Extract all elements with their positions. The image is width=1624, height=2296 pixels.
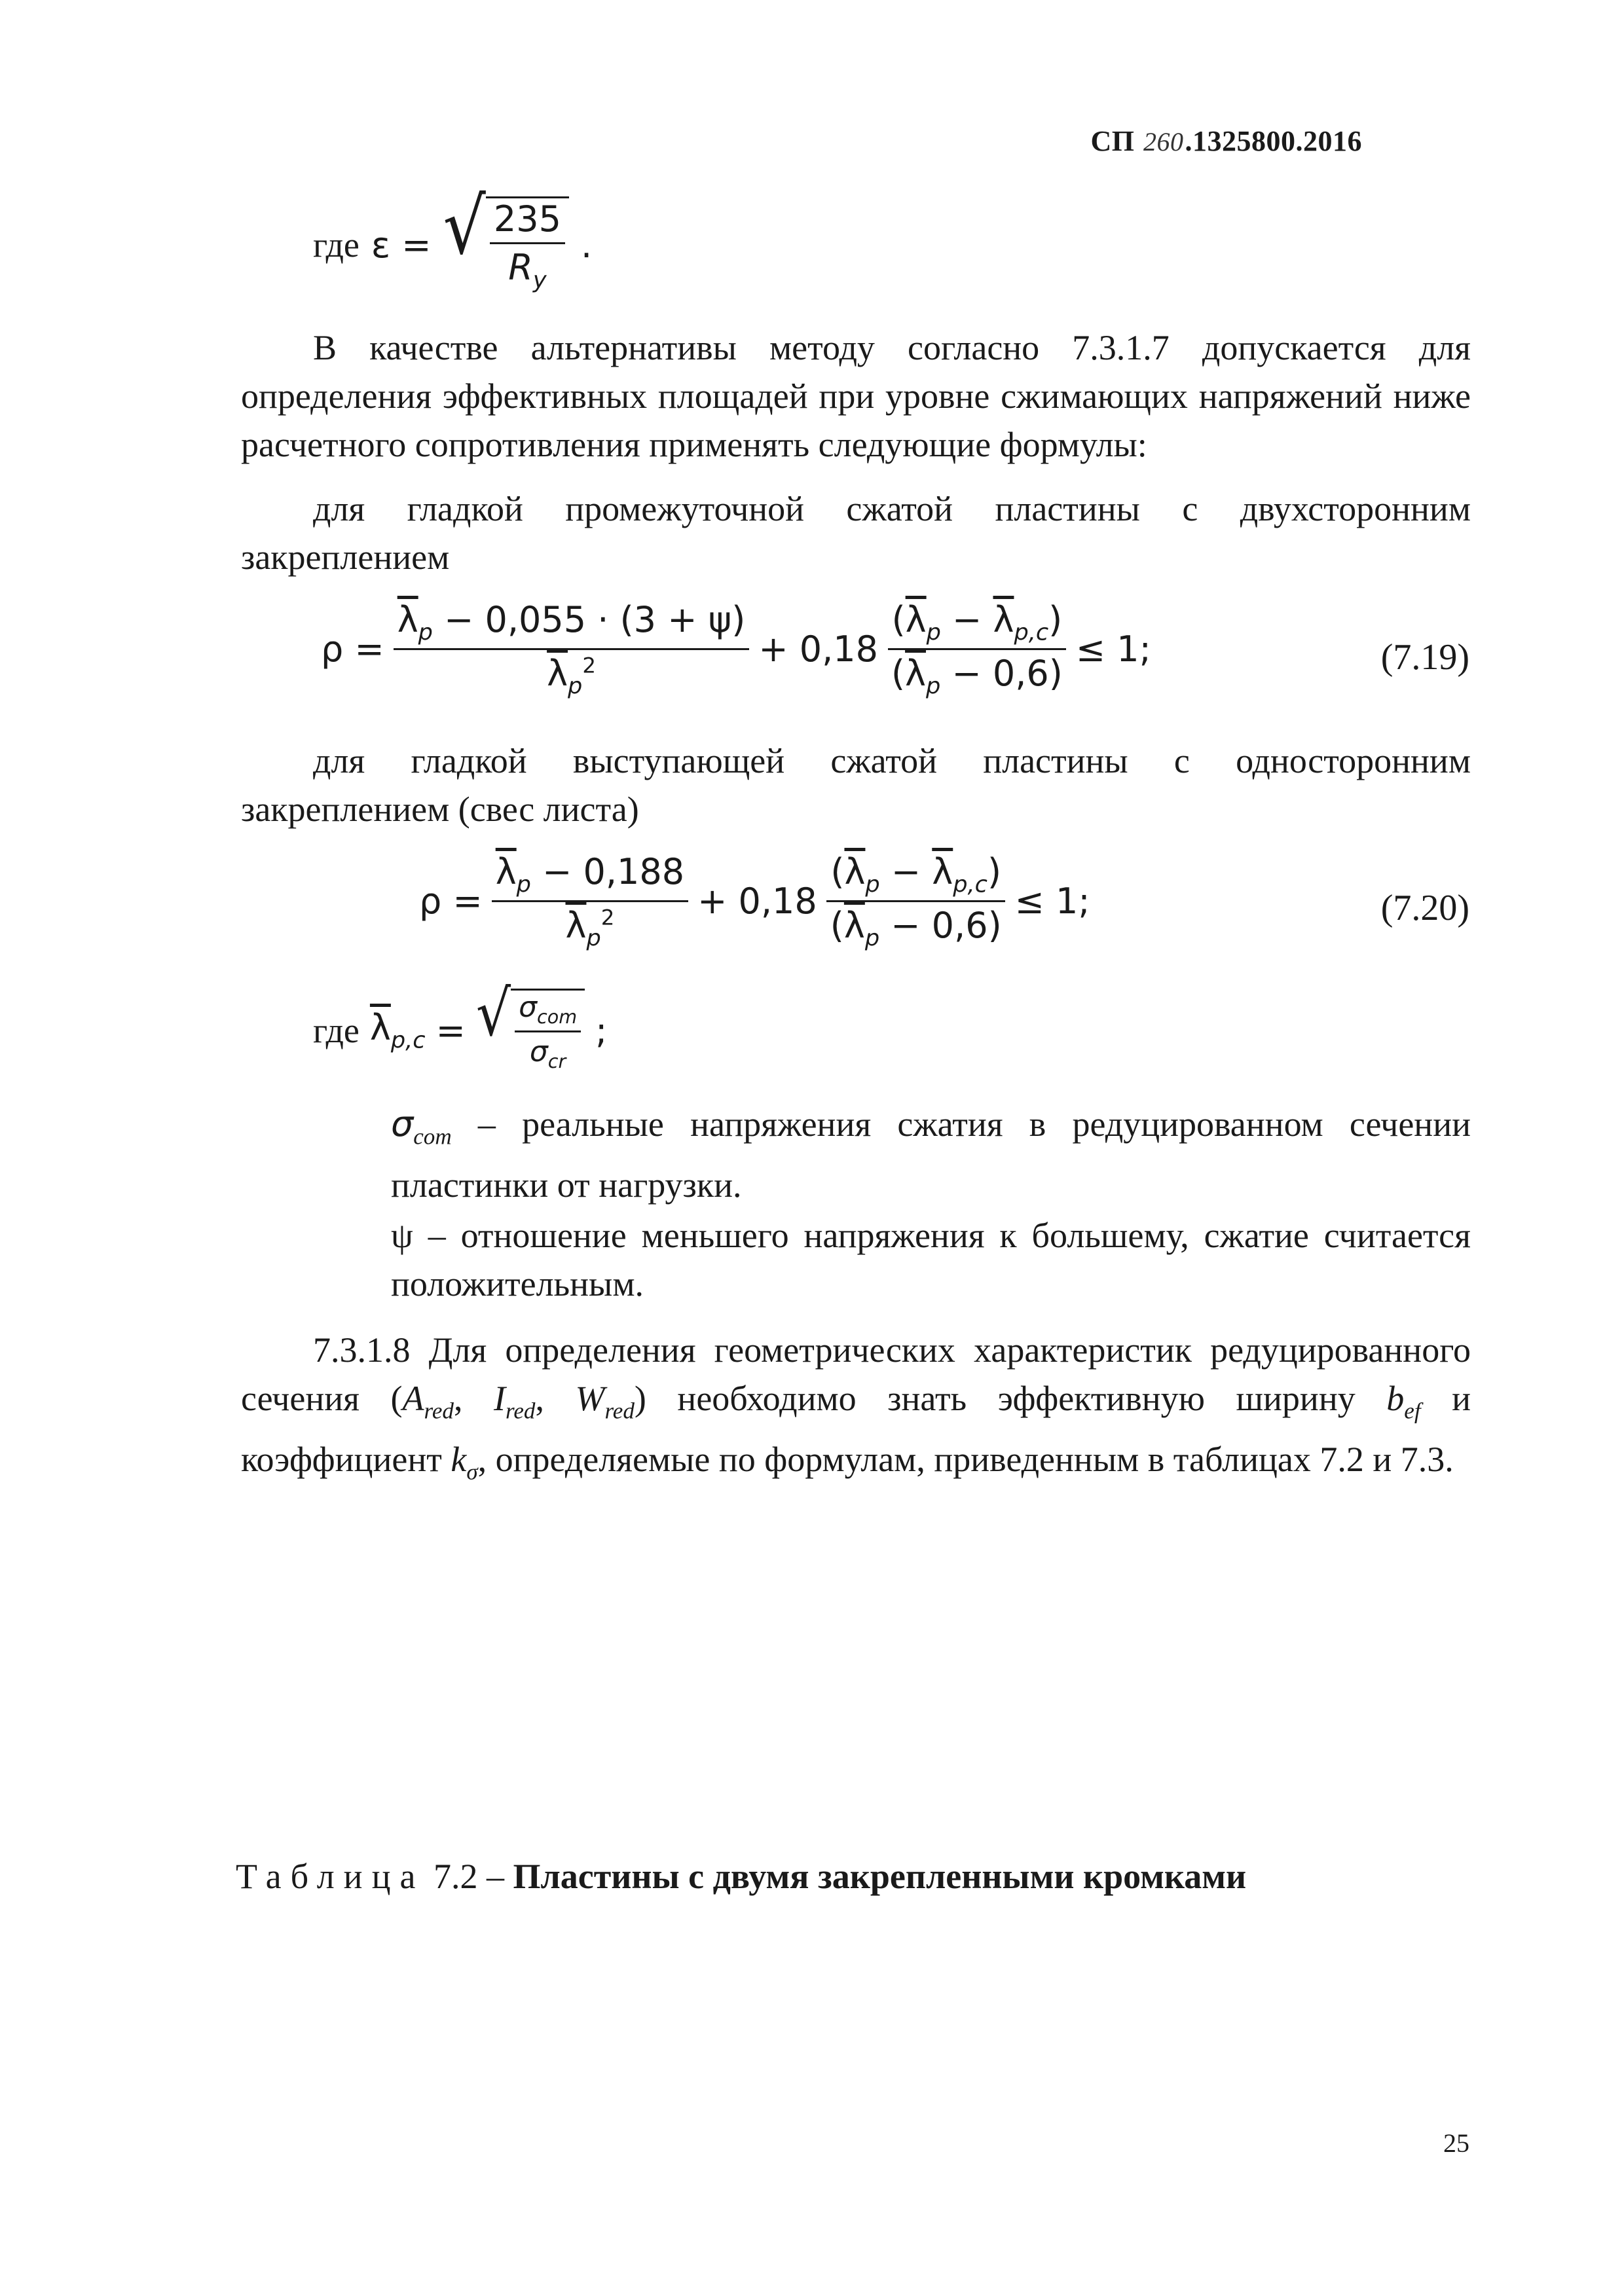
sigma-def-text: – реальные напряжения сжатия в редуцированном сечении пластинки от нагрузки.: [391, 1104, 1471, 1205]
i-red-sub: red: [505, 1398, 536, 1424]
sigma-cr-sub: cr: [547, 1050, 566, 1072]
ineq-tail: ≤ 1;: [1075, 629, 1151, 670]
def-lead: где: [313, 1011, 360, 1050]
equation-7-20: [419, 851, 1090, 952]
b-ef-symbol: b: [1386, 1379, 1405, 1418]
paragraph-7-3-1-8: [241, 1326, 1471, 1497]
i-red-symbol: I: [494, 1379, 506, 1418]
table-title: Пластины с двумя закрепленными кромками: [513, 1857, 1247, 1896]
den2-rest: − 0,6): [940, 653, 1063, 695]
paragraph-one-sided-line1: для гладкой выступающей сжатой пластины с односторонним: [313, 741, 1471, 780]
table-caption: [236, 1856, 1246, 1897]
p4-sep2: ,: [535, 1379, 576, 1418]
frac-num: 235: [490, 198, 565, 244]
w-red-sub: red: [604, 1398, 635, 1424]
table-word: Таблица: [236, 1857, 425, 1896]
plus-coef: + 0,18: [697, 881, 817, 922]
epsilon-lhs: ε =: [371, 224, 432, 266]
epsilon-formula: [313, 182, 593, 294]
paragraph-alternative-method: В качестве альтернативы методу согласно 7.3.1.7 допускается для определения эффективных площадей при уровне сжимающих напряжений ниже расчетного сопротивления применять следующие формулы:: [241, 328, 1471, 464]
rho-lhs: ρ =: [321, 629, 384, 670]
page-number: 25: [1443, 2128, 1469, 2158]
num1-rest: − 0,055 · (3 + ψ): [432, 599, 746, 640]
lambda-pc-definition: где $\overline{\lambda}_{p,c}$ = √ $\frac{\sigma_{com}}{\sigma_{cr}}$ ;: [313, 976, 608, 1072]
k-sigma-symbol: k: [451, 1440, 467, 1480]
b-ef-sub: ef: [1404, 1398, 1421, 1424]
p4-part4: , определяемые по формулам, приведенным в таблицах 7.2 и 7.3.: [477, 1440, 1454, 1480]
num1-rest: − 0,188: [530, 851, 685, 892]
fraction-2: $\frac{(\overline{\lambda}_p - \overline{\lambda}_{p,c})}{(\overline{\lambda}_p - 0,6)}$: [887, 599, 1067, 700]
w-red-symbol: W: [575, 1379, 605, 1418]
fraction-1: $\frac{\overline{\lambda}_p - 0,055 \cdot (3 + \psi)}{\overline{\lambda}_p^2}$: [394, 599, 750, 700]
equation-7-19: [321, 599, 1151, 700]
a-red-sub: red: [424, 1398, 454, 1424]
formula-lead: где: [313, 225, 360, 265]
formula-tail: .: [580, 224, 593, 266]
fraction-1: $\frac{\overline{\lambda}_p - 0,188}{\overline{\lambda}_p^2}$: [492, 851, 688, 952]
p4-sep1: ,: [453, 1379, 494, 1418]
a-red-symbol: A: [402, 1379, 424, 1418]
sqrt-sigma-ratio: √ $\frac{\sigma_{com}}{\sigma_{cr}}$: [476, 989, 585, 1072]
code-prefix: СП: [1090, 125, 1135, 157]
sigma-com-definition: $\sigma_{com}$ – реальные напряжения сжатия в редуцированном сечении пластинки от нагрузки.: [391, 1103, 1471, 1205]
rho-lhs: ρ =: [419, 881, 483, 922]
p4-part3: и коэффициент: [241, 1379, 1471, 1480]
ry-symbol: R: [508, 247, 533, 288]
paragraph-two-sided-line2: закреплением: [241, 538, 450, 577]
handwritten-number: 260: [1143, 127, 1184, 156]
sqrt-235-ry: √ $\frac{235}{R_y}$: [443, 196, 569, 293]
document-code: [1091, 124, 1363, 158]
p4-part1: 7.3.1.8 Для определения геометрических характеристик редуцированного сечения (: [241, 1330, 1471, 1418]
ineq-tail: ≤ 1;: [1014, 881, 1090, 922]
plus-coef: + 0,18: [758, 629, 878, 670]
sigma-sub: com: [413, 1123, 452, 1150]
paragraph-one-sided-line2: закреплением (свес листа): [241, 790, 639, 829]
code-number: .1325800.2016: [1185, 125, 1362, 157]
paragraph-two-sided-line1: для гладкой промежуточной сжатой пластины с двухсторонним: [313, 489, 1471, 528]
p4-part2: ) необходимо знать эффективную ширину: [634, 1379, 1387, 1418]
table-number: 7.2 –: [433, 1857, 504, 1896]
equation-number-7-19: (7.19): [1380, 637, 1469, 678]
ry-sub: y: [532, 266, 547, 294]
def-tail: ;: [595, 1010, 608, 1051]
k-sigma-sub: σ: [466, 1459, 478, 1485]
den2-rest: − 0,6): [879, 905, 1002, 947]
def-eq: =: [435, 1010, 466, 1051]
sigma-com-sub: com: [537, 1006, 578, 1028]
psi-definition: ψ – отношение меньшего напряжения к большему, сжатие считается положительным.: [391, 1216, 1471, 1303]
equation-number-7-20: (7.20): [1380, 888, 1469, 928]
fraction-2: $\frac{(\overline{\lambda}_p - \overline{\lambda}_{p,c})}{(\overline{\lambda}_p - 0,6)}$: [826, 851, 1006, 952]
